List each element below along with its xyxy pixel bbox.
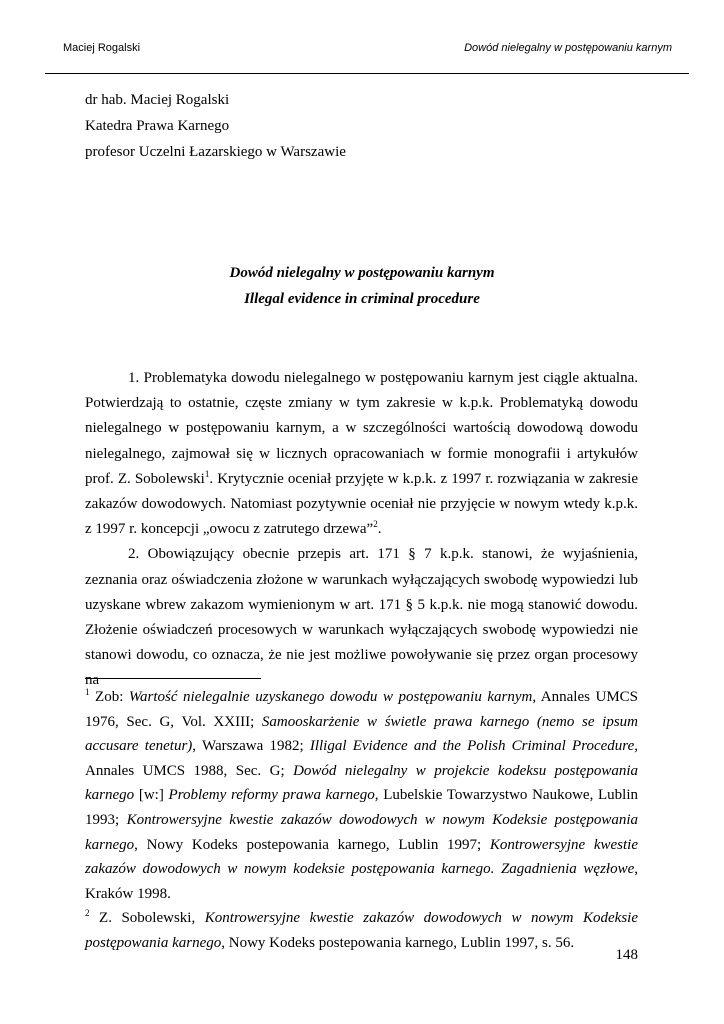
footnotes	[85, 685, 638, 956]
footnote-ref-2[interactable]: 2	[373, 519, 378, 530]
fn1-segment: Zob:	[89, 689, 129, 705]
footnote-2	[85, 906, 638, 955]
footnote-1-number: 1	[85, 687, 90, 697]
footnote-1-text	[85, 689, 638, 902]
fn2-segment: , Nowy Kodeks postepowania karnego, Lublin 1997, s. 56.	[221, 934, 575, 951]
paragraph-1	[85, 366, 638, 542]
header-rule	[45, 73, 689, 74]
fn2-segment: Z. Sobolewski,	[89, 910, 205, 927]
paragraph-1-text-b: . Krytycznie oceniał przyjęte w k.p.k. z 1997 r. rozwiązania w zakresie zakazów dowodowych. Natomiast pozytywnie oceniał nie przyjęcie w nowym wtedy k.p.k. z 1997 r. koncepcji „owocu z zatrutego drzewa”	[85, 470, 638, 538]
footnote-1	[85, 685, 638, 906]
fn2-segment: Kontrowersyjne kwestie zakazów dowodowych w nowym Kodeksie postępowania karnego	[85, 910, 639, 951]
fn1-segment: Kontrowersyjne kwestie zakazów dowodowych w nowym kodeksie postępowania karnego. Zagadnienia węzłowe	[85, 836, 638, 878]
paragraph-1-text-a: 1. Problematyka dowodu nielegalnego w postępowaniu karnym jest ciągle aktualna. Potwierdzają to ostatnie, częste zmiany w tym zakresie w k.p.k. Problematyką dowodu nielegalnego w postępowaniu karnym, a w szczególności wartością dowodową dowodu nielegalnego, zajmował się w licznych opracowaniach w formie monografii i artykułów prof. Z. Sobolewski	[85, 370, 638, 487]
fn1-segment: , Kraków 1998.	[85, 861, 638, 902]
main-body	[85, 366, 638, 694]
footnote-2-text	[85, 910, 638, 951]
fn1-segment: Dowód nielegalny w projekcie kodeksu postępowania karnego	[85, 762, 638, 804]
footnote-2-number: 2	[85, 908, 90, 919]
fn1-segment: Illigal Evidence and the Polish Criminal Procedure	[309, 738, 635, 755]
running-header-author: Maciej Rogalski	[63, 42, 141, 54]
article-title-en: Illegal evidence in criminal procedure	[244, 291, 480, 307]
fn1-segment: , Lubelskie Towarzystwo Naukowe, Lublin 1993;	[85, 787, 639, 828]
department-line: Katedra Prawa Karnego	[85, 118, 230, 134]
fn1-segment: Problemy reformy prawa karnego	[168, 787, 375, 804]
fn1-segment: [w:]	[134, 787, 169, 804]
fn1-segment: , Annales UMCS 1988, Sec. G;	[85, 738, 638, 779]
fn1-segment: , Annales UMCS 1976, Sec. G, Vol. XXIII;	[85, 689, 638, 730]
page-number: 148	[615, 947, 638, 963]
running-header-title: Dowód nielegalny w postępowaniu karnym	[464, 42, 672, 54]
article-title-pl: Dowód nielegalny w postępowaniu karnym	[229, 265, 495, 281]
institution-line: profesor Uczelni Łazarskiego w Warszawie	[85, 144, 346, 160]
paragraph-1-text-c: .	[377, 521, 382, 538]
fn1-segment: Samooskarżenie w świetle prawa karnego (nemo se ipsum accusare tenetur)	[85, 713, 638, 755]
paragraph-2: 2. Obowiązujący obecnie przepis art. 171 § 7 k.p.k. stanowi, że wyjaśnienia, zeznania oraz oświadczenia złożone w warunkach wyłączających swobodę wypowiedzi lub uzyskane wbrew zakazom wymienionym w art. 171 § 5 k.p.k. nie mogą stanowić dowodu. Złożenie oświadczeń procesowych w warunkach wyłączających swobodę wypowiedzi nie stanowi dowodu, co oznacza, że nie jest możliwe powoływanie się przez organ procesowy na	[85, 546, 638, 689]
fn1-segment: Wartość nielegalnie uzyskanego dowodu w postępowaniu karnym	[128, 689, 533, 705]
footnote-ref-1[interactable]: 1	[204, 468, 210, 479]
author-line: dr hab. Maciej Rogalski	[85, 92, 230, 108]
fn1-segment: Kontrowersyjne kwestie zakazów dowodowych w nowym Kodeksie postępowania karnego	[85, 811, 639, 853]
fn1-segment: , Warszawa 1982;	[192, 738, 310, 755]
footnote-separator	[85, 678, 261, 679]
fn1-segment: , Nowy Kodeks postepowania karnego, Lublin 1997;	[134, 836, 490, 853]
